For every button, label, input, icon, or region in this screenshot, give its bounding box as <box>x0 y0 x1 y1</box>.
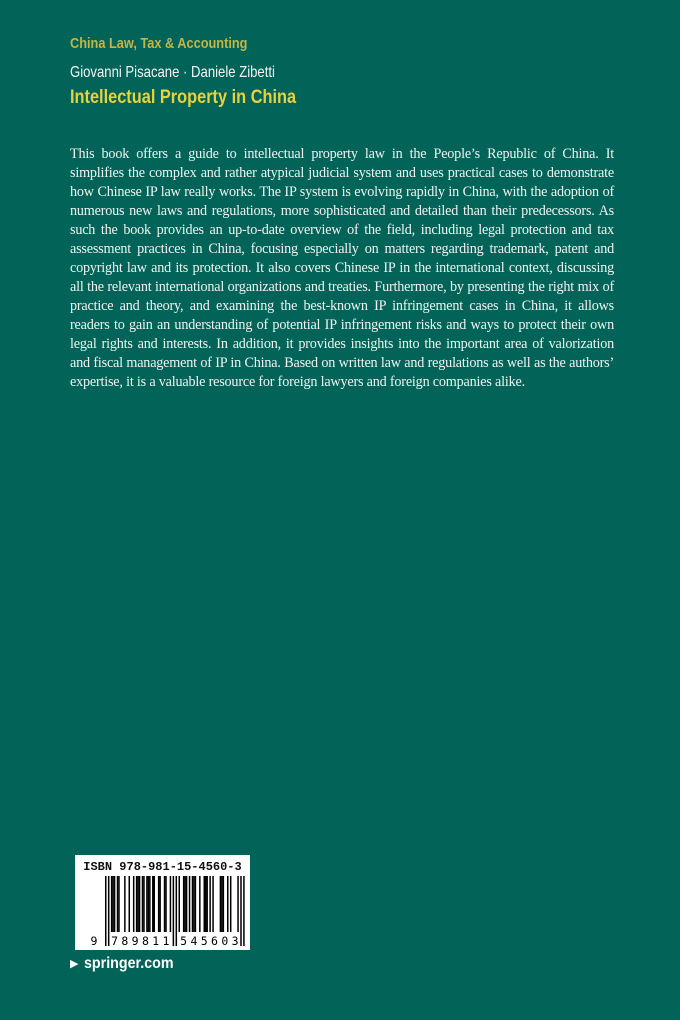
svg-text:6: 6 <box>211 934 218 948</box>
authors-line: Giovanni Pisacane · Daniele Zibetti <box>70 64 275 81</box>
arrow-right-icon: ▶ <box>70 957 79 970</box>
svg-text:0: 0 <box>221 934 229 948</box>
svg-text:9: 9 <box>131 934 139 948</box>
back-cover-blurb: This book offers a guide to intellectual property law in the People’s Republic of China. It simplifies the complex and rather atypical judicial system and uses practical cases to demonstrate how Chinese IP law really works. The IP system is evolving rapidly in China, with the adoption of numerous new laws and regulations, more sophisticated and detailed than their predecessors. As such the book provides an up-to-date overview of the field, including legal protection and tax assessment practices in China, focusing especially on matters regarding trademark, patent and copyright law and its protection. It also covers Chinese IP in the international context, discussing all the relevant international organizations and treaties. Furthermore, by presenting the right mix of practice and theory, and examining the best-known IP infringement cases in China, it allows readers to gain an understanding of potential IP infringement risks and ways to protect their own legal rights and interests. In addition, it provides insights into the important area of valorization and fiscal management of IP in China. Based on written law and regulations as well as the authors’ expertise, it is a valuable resource for foreign lawyers and foreign companies alike. <box>70 146 614 390</box>
svg-text:1: 1 <box>162 934 170 948</box>
svg-text:8: 8 <box>121 934 129 948</box>
ean13-barcode <box>75 876 250 948</box>
svg-text:1: 1 <box>152 934 160 948</box>
svg-text:9: 9 <box>90 934 98 948</box>
svg-text:8: 8 <box>141 934 149 948</box>
series-title: China Law, Tax & Accounting <box>70 36 248 52</box>
isbn-barcode-block <box>75 855 250 950</box>
svg-text:4: 4 <box>190 934 198 948</box>
publisher-website-line <box>70 955 182 973</box>
publisher-website: springer.com <box>84 955 175 972</box>
isbn-label: ISBN 978-981-15-4560-3 <box>83 860 242 874</box>
svg-text:7: 7 <box>111 934 119 948</box>
svg-text:3: 3 <box>231 934 239 948</box>
svg-text:5: 5 <box>180 934 188 948</box>
book-title: Intellectual Property in China <box>70 87 297 108</box>
svg-text:5: 5 <box>200 934 208 948</box>
